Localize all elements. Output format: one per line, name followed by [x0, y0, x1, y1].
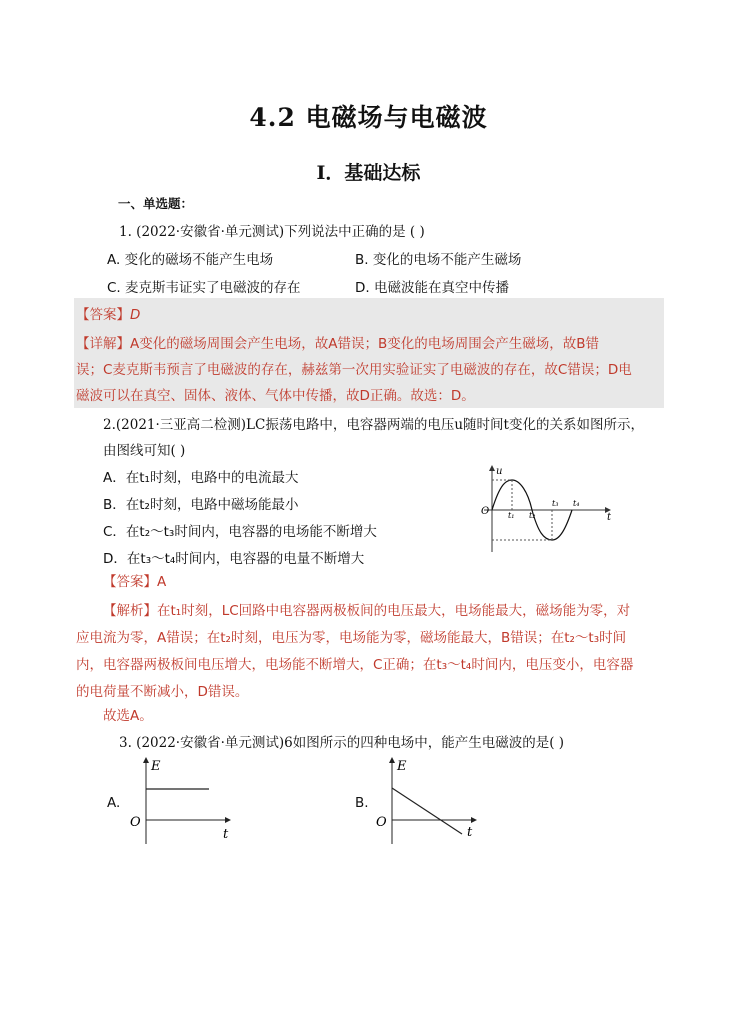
q2-analysis-line-4: 的电荷量不断减小，D错误。: [76, 684, 249, 700]
q2-stem-line-1: 2.(2021·三亚高二检测)LC振荡电路中，电容器两端的电压u随时间t变化的关系如图所示，: [103, 417, 644, 433]
q3-figure-a: [124, 754, 234, 846]
q1-option-a: A. 变化的磁场不能产生电场: [107, 252, 274, 268]
q1-detail-line-1: 【详解】A变化的磁场周围会产生电场，故A错误；B变化的电场周围会产生磁场，故B错: [76, 336, 599, 352]
q1-answer-value: D: [130, 307, 141, 323]
q1-option-d: D. 电磁波能在真空中传播: [355, 280, 509, 296]
q3-b-origin: O: [376, 815, 387, 830]
q2-option-d: D．在t₃～t₄时间内，电容器的电量不断增大: [103, 551, 365, 567]
q2-conclusion: 故选A。: [103, 708, 153, 724]
q3-b-decreasing-field: [392, 788, 462, 834]
q1-stem: 1. (2022·安徽省·单元测试)下列说法中正确的是 ( ): [119, 224, 425, 240]
q1-answer: [76, 303, 140, 323]
q3-figure-b: [372, 754, 482, 846]
q2-analysis-text: 【解析】在t₁时刻，LC回路中电容器两极板间的电压最大，电场能最大，磁场能为零，对: [103, 603, 631, 619]
q1-option-c: C. 麦克斯韦证实了电磁波的存在: [107, 280, 301, 296]
q1-answer-label: 【答案】: [76, 307, 130, 323]
q2-analysis-line-2: 应电流为零，A错误；在t₂时刻，电压为零，电场能为零，磁场能最大，B错误；在t₂～t₃时间: [76, 630, 627, 646]
question-type-heading: 一、单选题：: [118, 196, 194, 211]
q3-b-t-label: t: [467, 825, 473, 840]
q2-tick-t4: t₄: [573, 499, 580, 508]
q2-t-label: t: [607, 512, 612, 523]
q2-option-c: C．在t₂～t₃时间内，电容器的电场能不断增大: [103, 524, 377, 540]
q2-tick-t3: t₃: [552, 499, 559, 508]
page-title: 4.2 电磁场与电磁波: [249, 103, 488, 132]
q1-detail-line-2: 误；C麦克斯韦预言了电磁波的存在，赫兹第一次用实验证实了电磁波的存在，故C错误；D电: [76, 362, 632, 378]
q3-stem: 3. (2022·安徽省·单元测试)6如图所示的四种电场中，能产生电磁波的是( ): [119, 735, 565, 751]
q2-u-label: u: [496, 466, 503, 477]
q1-detail-line-3: 磁波可以在真空、固体、液体、气体中传播，故D正确。故选：D。: [76, 388, 475, 404]
q1-option-b: B. 变化的电场不能产生磁场: [355, 252, 522, 268]
q2-tick-t1: t₁: [508, 511, 515, 520]
q2-answer: [103, 570, 166, 590]
q2-tick-t2: t₂: [529, 511, 536, 520]
q2-option-a: A．在t₁时刻，电路中的电流最大: [103, 470, 299, 486]
q3-fig-b-label: B.: [355, 795, 369, 811]
q2-analysis-line-1: [103, 599, 630, 619]
q2-origin-label: O: [481, 506, 490, 517]
q2-option-b: B．在t₂时刻，电路中磁场能最小: [103, 497, 299, 513]
q3-a-origin: O: [130, 815, 141, 830]
q2-analysis-line-3: 内，电容器两极板间电压增大，电场能不断增大，C正确；在t₃～t₄时间内，电压变小，电容器: [76, 657, 634, 673]
section-heading: Ⅰ．基础达标: [316, 162, 421, 184]
q2-answer-value: A: [157, 574, 167, 590]
q3-fig-a-label: A.: [107, 795, 121, 811]
q3-a-t-label: t: [223, 827, 229, 842]
q3-b-e-label: E: [397, 759, 407, 774]
q2-voltage-graph: [476, 462, 616, 556]
q2-stem-line-2: 由图线可知( ): [103, 443, 186, 459]
q3-a-e-label: E: [151, 759, 161, 774]
q2-answer-label: 【答案】: [103, 574, 157, 590]
